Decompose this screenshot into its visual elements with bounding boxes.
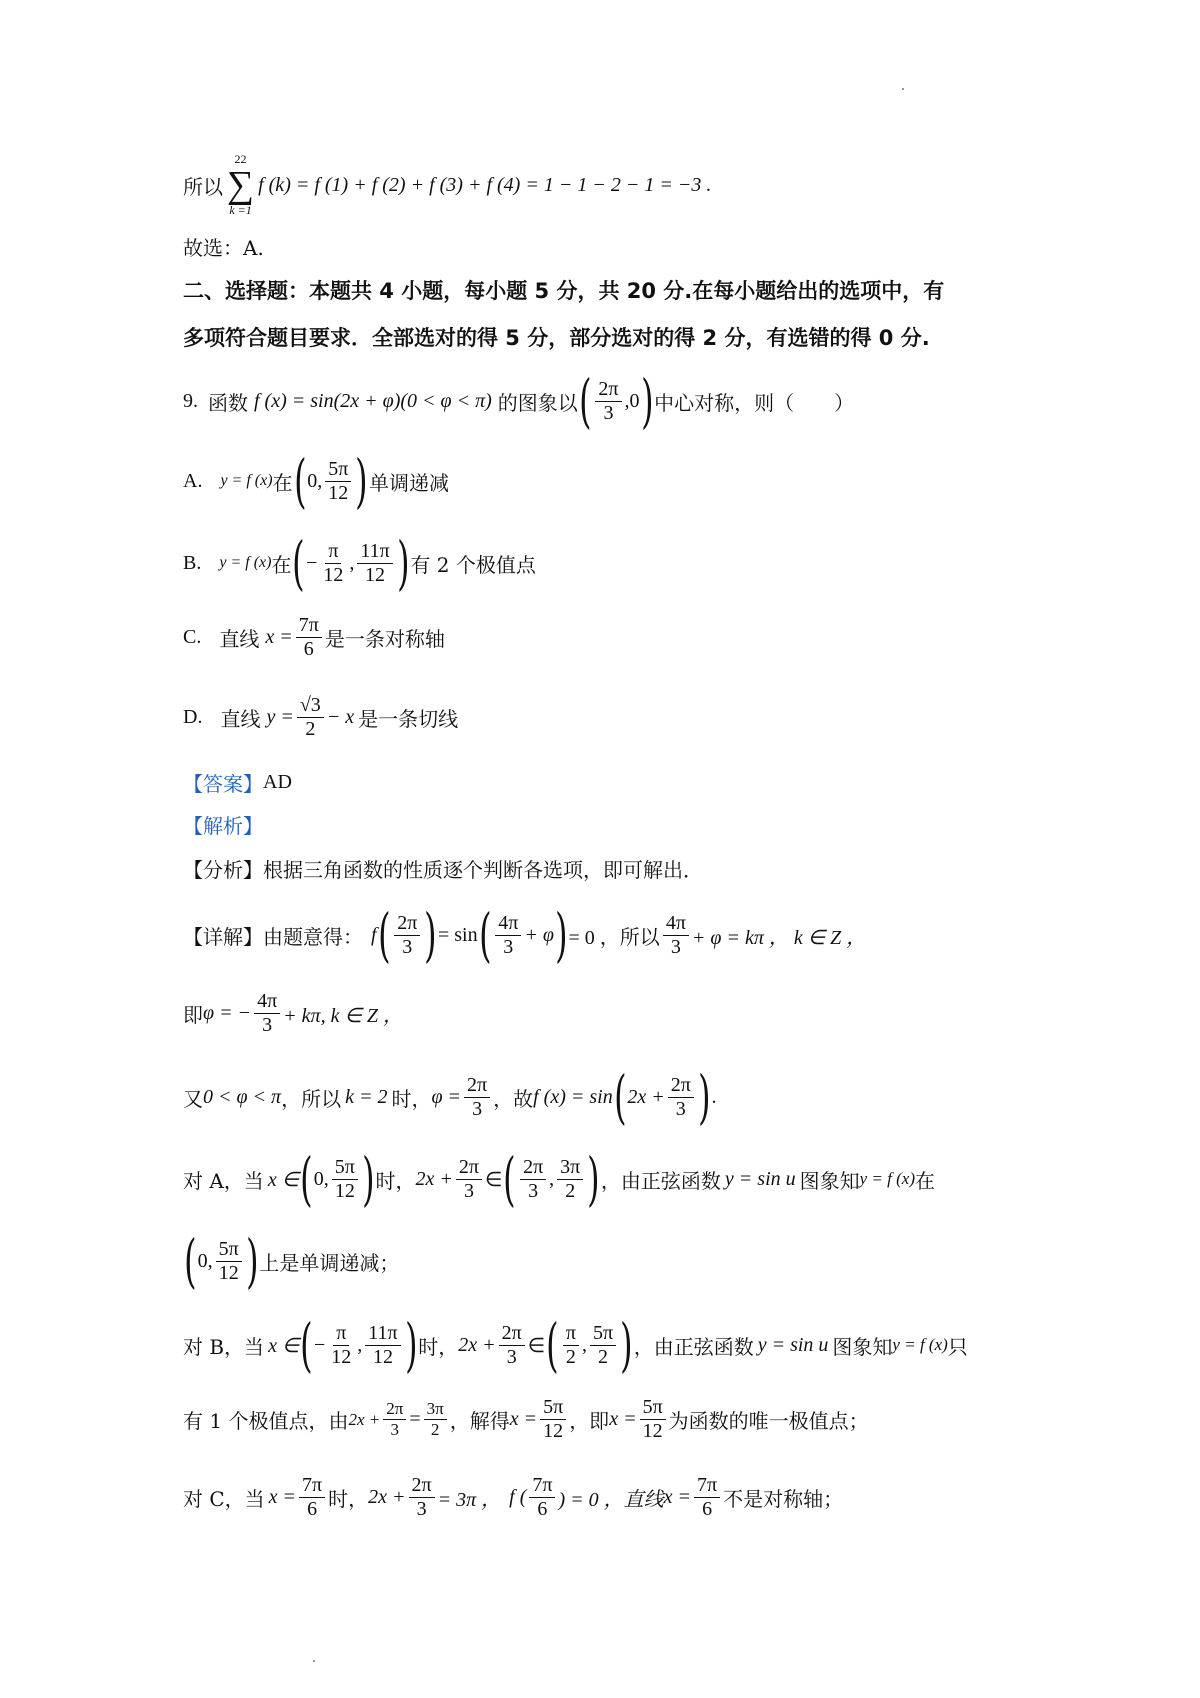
denominator: 3 (503, 935, 514, 958)
fraction (668, 1074, 694, 1121)
question-9 (183, 367, 855, 435)
paren: ) (245, 1227, 259, 1295)
math: x ∈ (268, 1334, 300, 1357)
denominator: 6 (537, 1498, 548, 1520)
dui-a-line (183, 1145, 935, 1213)
option-a (183, 447, 449, 515)
denominator: 2 (565, 1179, 576, 1202)
numerator: 2π (595, 378, 621, 402)
numerator: π (563, 1322, 579, 1346)
paren: ( (184, 1227, 197, 1295)
text: 时， (391, 1086, 432, 1111)
fraction (394, 912, 420, 959)
text: 对 A，当 (183, 1168, 264, 1193)
answer-value: AD (263, 771, 292, 793)
text: ，由正弦函数 (600, 1168, 721, 1193)
denominator: 12 (365, 563, 386, 586)
option-label: B. (183, 551, 202, 574)
paren: ) (620, 1311, 633, 1379)
fraction (590, 1322, 616, 1369)
math: 2x + (415, 1167, 453, 1190)
text: 所以 (183, 174, 223, 199)
answer-tag: 【答案】 (183, 772, 263, 796)
answer-8 (183, 232, 264, 261)
option-c (183, 614, 445, 661)
math: 2x + (348, 1409, 381, 1429)
denominator: 3 (528, 1179, 539, 1202)
denominator: 6 (702, 1498, 713, 1520)
math: y = f (x) (219, 554, 272, 571)
numerator: 2π (394, 912, 420, 936)
text: 即 (183, 1003, 203, 1027)
denominator: 12 (334, 1179, 355, 1202)
text: 的图象以 (497, 390, 578, 415)
math: 0, (307, 469, 323, 492)
text: 时， (418, 1334, 459, 1359)
math: x = (268, 1486, 297, 1508)
text: 直线 (219, 627, 260, 651)
paren: ( (300, 1145, 313, 1213)
fraction (216, 1238, 242, 1285)
denominator: 3 (472, 1097, 483, 1120)
math: x ∈ (267, 1168, 300, 1191)
denominator: 3 (670, 935, 681, 958)
math: 2x + (627, 1085, 665, 1108)
paren: ( (546, 1311, 559, 1379)
scan-dot (902, 88, 904, 90)
text: ,0 (624, 389, 640, 412)
fraction (595, 378, 621, 425)
option-d (183, 694, 458, 741)
fraction (563, 1322, 579, 1369)
denominator: 6 (307, 1498, 318, 1520)
numerator: 7π (529, 1474, 555, 1498)
paren: ) (396, 529, 410, 597)
text: 又 (183, 1086, 203, 1111)
sum-lower: k =1 (229, 203, 252, 218)
denominator: 3 (416, 1498, 427, 1520)
math: y = (266, 706, 294, 728)
paren: ) (640, 367, 654, 435)
text: 有 2 个极值点 (410, 552, 536, 577)
text: 故选：A. (183, 236, 264, 260)
text: 对 C，当 (183, 1487, 265, 1511)
fraction (383, 1399, 406, 1439)
paren: ( (292, 529, 305, 597)
math: ∈ (527, 1334, 546, 1357)
fraction (299, 1474, 325, 1521)
text: 中心对称，则（ ） (654, 390, 855, 415)
math: x = (663, 1486, 692, 1508)
paren: ) (554, 901, 568, 969)
dui-a-line2 (183, 1227, 400, 1295)
fraction (365, 1322, 400, 1369)
text: 是一条对称轴 (324, 627, 445, 651)
denominator: 12 (218, 1261, 239, 1284)
denominator: 2 (598, 1345, 608, 1368)
denominator: 12 (642, 1420, 663, 1442)
section-heading-line1 (183, 275, 944, 305)
scan-dot (313, 1660, 315, 1662)
text: 图象知 (832, 1334, 893, 1359)
numerator: 2π (456, 1156, 482, 1180)
fraction (663, 912, 689, 959)
denominator: 2 (430, 1420, 440, 1439)
numerator: 7π (299, 1474, 325, 1498)
fraction (297, 694, 324, 741)
math: y = f (x) (892, 1335, 948, 1354)
fraction (520, 1156, 546, 1203)
text: 在 (272, 470, 293, 495)
math: ) = 0 ，直线 (558, 1489, 664, 1511)
text: 二、选择题：本题共 4 小题，每小题 5 分，共 20 分.在每小题给出的选项中，有 (183, 279, 945, 303)
paren: ( (578, 367, 592, 435)
math: 0 < φ < π (203, 1085, 282, 1108)
fraction (640, 1396, 666, 1443)
numerator: 5π (590, 1322, 616, 1346)
paren: ( (377, 901, 391, 969)
math: 2x + (458, 1333, 496, 1356)
dui-b-line (183, 1311, 968, 1379)
math: , (357, 1333, 363, 1356)
paren: ) (424, 901, 437, 969)
text: 是一条切线 (358, 707, 459, 731)
numerator: 2π (409, 1474, 435, 1498)
numerator: 2π (668, 1074, 694, 1098)
fraction (464, 1074, 490, 1121)
math: y = f (x) (220, 472, 273, 489)
numerator: 7π (694, 1474, 720, 1498)
denominator: 3 (675, 1097, 686, 1120)
denominator: 2 (305, 718, 316, 740)
math: , (549, 1167, 555, 1190)
paren: ) (697, 1063, 711, 1131)
option-label: D. (183, 706, 203, 728)
math: 0, (197, 1249, 213, 1272)
math: x = (265, 626, 293, 648)
denominator: 3 (390, 1420, 400, 1439)
text: 函数 (208, 390, 248, 415)
numerator: 5π (540, 1396, 566, 1420)
fraction (409, 1474, 435, 1521)
numerator: π (325, 540, 341, 564)
text: ，故 (493, 1086, 534, 1111)
denominator: 12 (372, 1345, 393, 1368)
math: ∈ (485, 1168, 503, 1191)
sigma-symbol: ∑ (227, 164, 255, 206)
text: 时， (375, 1168, 416, 1193)
math: , (349, 551, 355, 574)
denominator: 3 (603, 401, 614, 424)
text: ，即 (569, 1409, 610, 1433)
math: k = 2 (345, 1085, 388, 1108)
paren: ( (478, 901, 492, 969)
text: 直线 (220, 707, 261, 731)
text: ，所以 (281, 1086, 342, 1111)
text: 时， (328, 1487, 369, 1511)
fraction (296, 614, 322, 661)
paren: ) (361, 1145, 375, 1213)
xiangjie-line (183, 901, 867, 969)
dui-c-line (183, 1474, 843, 1521)
sum-expression: f (k) = f (1) + f (2) + f (3) + f (4) = 1 − 1 − 2 − 1 = −3 . (258, 173, 712, 196)
denominator: 12 (331, 1345, 352, 1368)
math: x = (609, 1408, 637, 1430)
numerator: 7π (296, 614, 322, 638)
ji-line (183, 990, 403, 1037)
paren: ( (613, 1063, 627, 1131)
text: 只 (947, 1334, 968, 1359)
denominator: 3 (463, 1179, 474, 1202)
answer-line (183, 768, 292, 797)
math: . (711, 1085, 717, 1108)
math: 2x + (368, 1486, 406, 1508)
numerator: 2π (499, 1322, 525, 1346)
summation (227, 152, 254, 218)
fraction (529, 1474, 555, 1521)
math: f (x) = sin (533, 1085, 613, 1108)
text: 不是对称轴； (723, 1487, 844, 1511)
paren: ) (587, 1145, 600, 1213)
fraction (557, 1156, 583, 1203)
analysis-line (183, 810, 263, 839)
paren: ) (404, 1311, 418, 1379)
denominator: 12 (323, 563, 344, 586)
fraction (332, 1156, 358, 1203)
math: φ = (431, 1085, 462, 1108)
fraction (456, 1156, 482, 1203)
numerator: √3 (297, 694, 324, 718)
fraction (694, 1474, 720, 1521)
paren: ( (503, 1145, 516, 1213)
denominator: 12 (328, 481, 349, 504)
text: 【详解】由题意得： (183, 924, 363, 949)
denominator: 6 (303, 638, 314, 660)
math: − (306, 551, 318, 574)
text: ，解得 (449, 1409, 510, 1433)
text: 多项符合题目要求．全部选对的得 5 分，部分选对的得 2 分，有选错的得 0 分. (183, 326, 930, 350)
section-heading-line2 (183, 322, 930, 352)
numerator: 2π (464, 1074, 490, 1098)
math: = 3π ， (437, 1489, 502, 1511)
numerator: 5π (325, 458, 351, 482)
text: ，由正弦函数 (633, 1334, 754, 1359)
paren: ) (355, 447, 368, 515)
math: − x (326, 706, 355, 728)
paren: ( (293, 447, 307, 515)
question-number: 9. (183, 389, 198, 412)
fraction (325, 458, 351, 505)
you-line (183, 1063, 717, 1131)
math: f (371, 923, 377, 946)
numerator: 5π (216, 1238, 242, 1262)
math: 0, (313, 1167, 329, 1190)
option-b (183, 529, 536, 597)
analysis-tag: 【解析】 (183, 814, 263, 838)
math: + φ = kπ ， k ∈ Z ， (691, 926, 867, 949)
math: f ( (509, 1486, 527, 1508)
numerator: 3π (557, 1156, 583, 1180)
text: 在 (271, 552, 292, 577)
function-expr: f (x) = sin(2x + φ)(0 < φ < π) (254, 389, 492, 412)
text: 上是单调递减； (259, 1250, 400, 1275)
fraction (495, 912, 521, 959)
numerator: 11π (365, 1322, 400, 1346)
math: y = f (x) (859, 1169, 915, 1188)
text: 为函数的唯一极值点； (668, 1409, 869, 1433)
text: 对 B，当 (183, 1334, 265, 1359)
text: 单调递减 (368, 470, 449, 495)
math: y = sin u (757, 1333, 829, 1356)
numerator: 5π (640, 1396, 666, 1420)
math: , (581, 1333, 587, 1356)
math: − (314, 1333, 326, 1356)
fraction (328, 1322, 354, 1369)
denominator: 3 (506, 1345, 517, 1368)
fraction (424, 1399, 447, 1439)
math: = 0 ，所以 (568, 926, 660, 949)
math: = (409, 1408, 421, 1430)
sum-upper: 22 (234, 152, 247, 166)
sum-line (183, 152, 711, 218)
numerator: 5π (332, 1156, 358, 1180)
numerator: 2π (383, 1399, 406, 1420)
numerator: 4π (254, 990, 280, 1014)
numerator: 4π (663, 912, 689, 936)
fraction (254, 990, 280, 1037)
math: + φ (524, 923, 554, 946)
text: 在 (915, 1168, 935, 1193)
fraction (357, 540, 392, 587)
denominator: 12 (543, 1420, 564, 1442)
math: = sin (437, 923, 478, 946)
fraction (320, 540, 346, 587)
paren: ( (300, 1311, 313, 1379)
numerator: 4π (495, 912, 521, 936)
numerator: π (333, 1322, 349, 1346)
denominator: 2 (565, 1345, 576, 1368)
numerator: 3π (424, 1399, 447, 1420)
dui-b-line2 (183, 1396, 869, 1443)
text: 有 1 个极值点，由 (183, 1409, 349, 1433)
option-label: C. (183, 626, 202, 648)
fraction (499, 1322, 525, 1369)
text: 图象知 (799, 1168, 860, 1193)
math: y = sin u (724, 1167, 796, 1190)
fraction (540, 1396, 566, 1443)
option-label: A. (183, 469, 203, 492)
numerator: 11π (357, 540, 392, 564)
numerator: 2π (520, 1156, 546, 1180)
math: + kπ, k ∈ Z ， (283, 1005, 403, 1027)
math: x = (509, 1408, 538, 1430)
math: φ = − (203, 1002, 252, 1024)
denominator: 3 (402, 935, 413, 958)
text: 【分析】根据三角函数的性质逐个判断各选项，即可解出． (183, 858, 703, 882)
denominator: 3 (262, 1014, 273, 1036)
fenxi-line (183, 854, 703, 883)
